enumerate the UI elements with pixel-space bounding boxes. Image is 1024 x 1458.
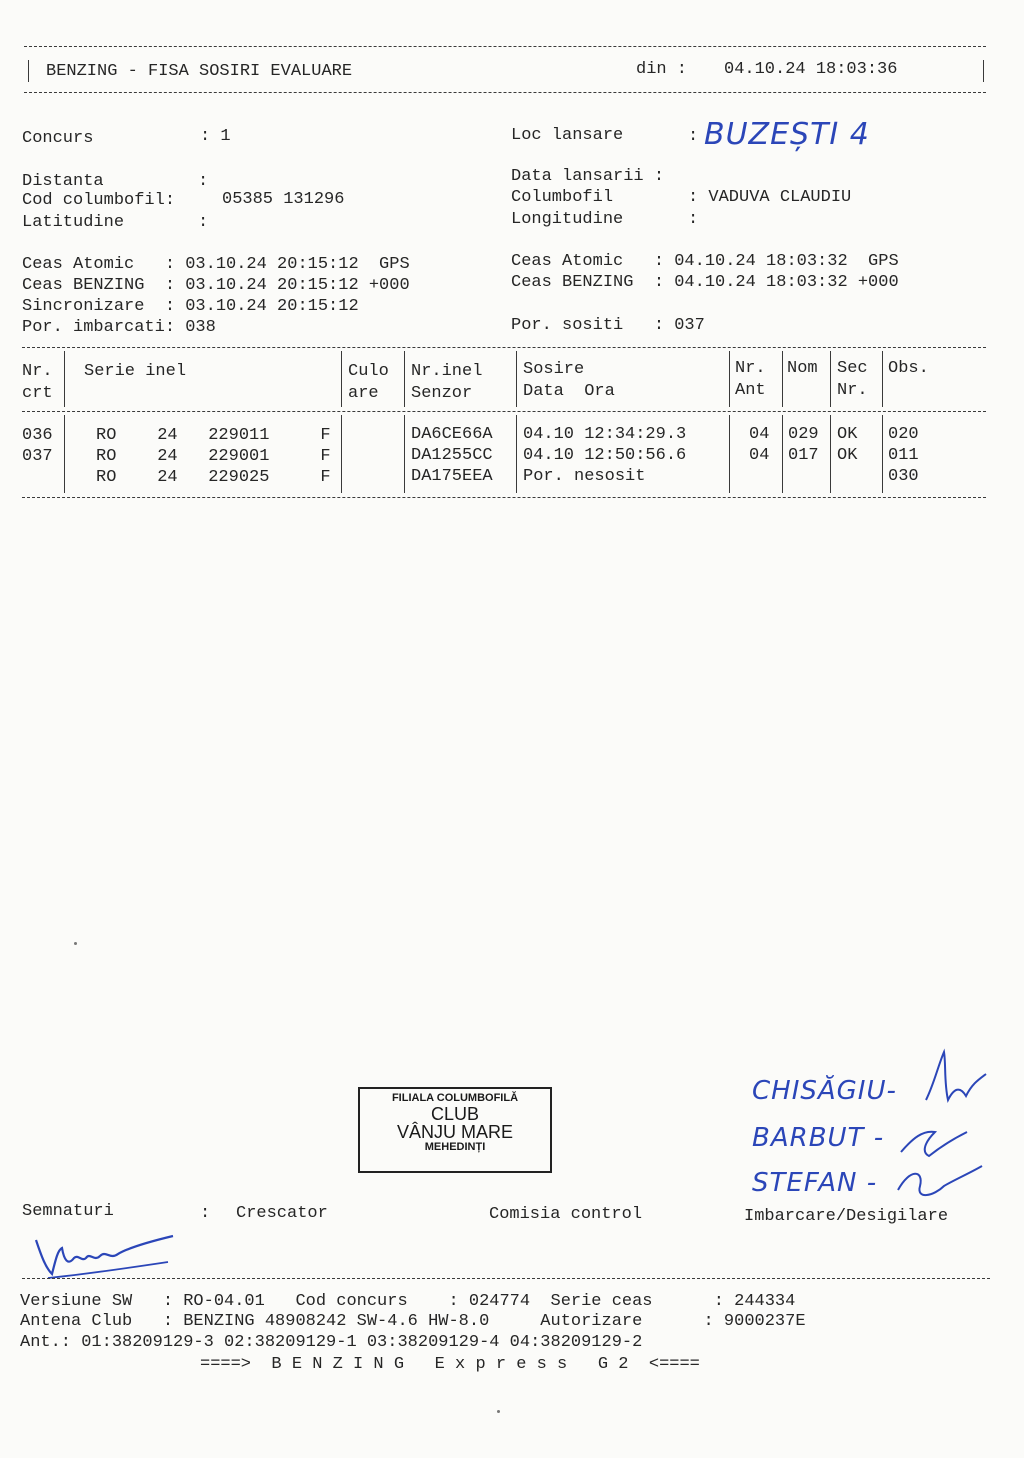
- footer-rule: [22, 1278, 990, 1279]
- crescator-label: Crescator: [236, 1204, 328, 1223]
- row-sosire: 04.10 12:34:29.3: [523, 425, 687, 444]
- porumbei-imbarcati: Por. imbarcati: 038: [22, 318, 216, 337]
- row-sosire: Por. nesosit: [523, 467, 646, 486]
- row-ant: 04: [749, 446, 770, 465]
- row-serie: RO 24 229011 F: [96, 426, 331, 445]
- header-title: BENZING - FISA SOSIRI EVALUARE: [46, 62, 353, 81]
- footer-brand-line: ====> B E N Z I N G E x p r e s s G 2 <====: [200, 1355, 700, 1374]
- footer-antene-list: Ant.: 01:38209129-3 02:38209129-1 03:38209129-4 04:38209129-2: [20, 1333, 643, 1352]
- col-sec-1: Sec: [837, 359, 868, 378]
- col-ant-1: Nr.: [735, 359, 766, 378]
- row-sec: OK: [837, 425, 858, 444]
- porumbei-sositi: Por. sositi : 037: [511, 316, 705, 335]
- loc-lansare-label: Loc lansare: [511, 126, 624, 145]
- cod-columbofil-label: Cod columbofil:: [22, 191, 176, 210]
- col-sosire-1: Sosire: [523, 360, 585, 379]
- commission-name-2: BARBUT -: [752, 1123, 885, 1153]
- stamp-line-1: FILIALA COLUMBOFILĂ: [391, 1092, 519, 1104]
- header-right-bar: [983, 60, 984, 82]
- table-header-rule: [22, 411, 986, 412]
- row-obs: 020: [888, 425, 919, 444]
- row-ant: 04: [749, 425, 770, 444]
- footer-antena: Antena Club : BENZING 48908242 SW-4.6 HW-8.0 Autorizare : 9000237E: [20, 1312, 806, 1331]
- col-culoare-1: Culo: [348, 362, 389, 381]
- row-senzor: DA6CE66A: [411, 425, 493, 444]
- header-bottom-rule: [24, 92, 986, 93]
- table-top-rule: [22, 347, 986, 348]
- semnaturi-sep: :: [200, 1204, 211, 1223]
- row-nom: 029: [788, 425, 819, 444]
- club-stamp: [358, 1087, 552, 1173]
- row-sosire: 04.10 12:50:56.6: [523, 446, 687, 465]
- col-inel-1: Nr.inel: [411, 362, 483, 381]
- stamp-line-3: VÂNJU MARE: [396, 1122, 513, 1143]
- loc-lansare-sep: :: [688, 127, 699, 146]
- clock-left-atomic: Ceas Atomic : 03.10.24 20:15:12 GPS: [22, 255, 410, 274]
- semnaturi-label: Semnaturi: [22, 1202, 114, 1221]
- concurs-value: : 1: [200, 127, 231, 146]
- clock-right-benzing: Ceas BENZING : 04.10.24 18:03:32 +000: [511, 273, 899, 292]
- distanta-label: Distanta: [22, 172, 104, 191]
- commission-name-1: CHISĂGIU-: [752, 1076, 897, 1106]
- col-inel-2: Senzor: [411, 384, 473, 403]
- clock-left-sync: Sincronizare : 03.10.24 20:15:12: [22, 297, 359, 316]
- imbarcare-label: Imbarcare/Desigilare: [744, 1207, 949, 1226]
- longitudine-value: :: [688, 210, 699, 229]
- header-date-label: din :: [636, 60, 688, 79]
- concurs-label: Concurs: [22, 129, 94, 148]
- stamp-line-4: MEHEDINȚI: [424, 1141, 486, 1154]
- clock-left-benzing: Ceas BENZING : 03.10.24 20:15:12 +000: [22, 276, 410, 295]
- row-sec: OK: [837, 446, 858, 465]
- paper-speck: [74, 942, 77, 945]
- row-nom: 017: [788, 446, 819, 465]
- footer-versiune: Versiune SW : RO-04.01 Cod concurs : 024774 Serie ceas : 244334: [20, 1292, 796, 1311]
- cod-columbofil-value: 05385 131296: [222, 190, 345, 209]
- columbofil-label: Columbofil: [511, 188, 614, 207]
- header-date-value: 04.10.24 18:03:36: [724, 60, 898, 79]
- col-ant-2: Ant: [735, 381, 766, 400]
- row-serie: RO 24 229001 F: [96, 447, 331, 466]
- latitudine-value: :: [198, 213, 209, 232]
- row-serie: RO 24 229025 F: [96, 468, 331, 487]
- col-culoare-2: are: [348, 384, 379, 403]
- longitudine-label: Longitudine: [511, 210, 624, 229]
- row-nr: 037: [22, 447, 53, 466]
- distanta-value: :: [198, 172, 209, 191]
- clock-right-atomic: Ceas Atomic : 04.10.24 18:03:32 GPS: [511, 252, 899, 271]
- col-nr-1: Nr.: [22, 362, 53, 381]
- columbofil-value: : VADUVA CLAUDIU: [688, 188, 852, 207]
- crescator-signature: [28, 1228, 188, 1288]
- data-lansarii-label: Data lansarii :: [511, 167, 665, 186]
- col-obs: Obs.: [888, 359, 929, 378]
- row-senzor: DA1255CC: [411, 446, 493, 465]
- commission-name-3: STEFAN -: [752, 1168, 878, 1198]
- col-serie: Serie inel: [84, 362, 187, 381]
- latitudine-label: Latitudine: [22, 213, 125, 232]
- col-sosire-2: Data Ora: [523, 382, 615, 401]
- col-sec-2: Nr.: [837, 381, 868, 400]
- row-obs: 011: [888, 446, 919, 465]
- header-top-rule: [24, 46, 986, 47]
- commission-signature-1: [920, 1044, 990, 1114]
- row-obs: 030: [888, 467, 919, 486]
- row-nr: 036: [22, 426, 53, 445]
- col-nr-2: crt: [22, 384, 53, 403]
- table-bottom-rule: [22, 497, 986, 498]
- paper-speck: [497, 1410, 500, 1413]
- loc-lansare-handwritten: BUZEȘTI 4: [704, 117, 870, 152]
- col-nom: Nom: [787, 359, 818, 378]
- header-left-bar: [28, 60, 29, 82]
- commission-signature-3: [890, 1160, 990, 1210]
- stamp-line-2: CLUB: [430, 1103, 479, 1124]
- comisia-control-label: Comisia control: [489, 1205, 643, 1224]
- row-senzor: DA175EEA: [411, 467, 493, 486]
